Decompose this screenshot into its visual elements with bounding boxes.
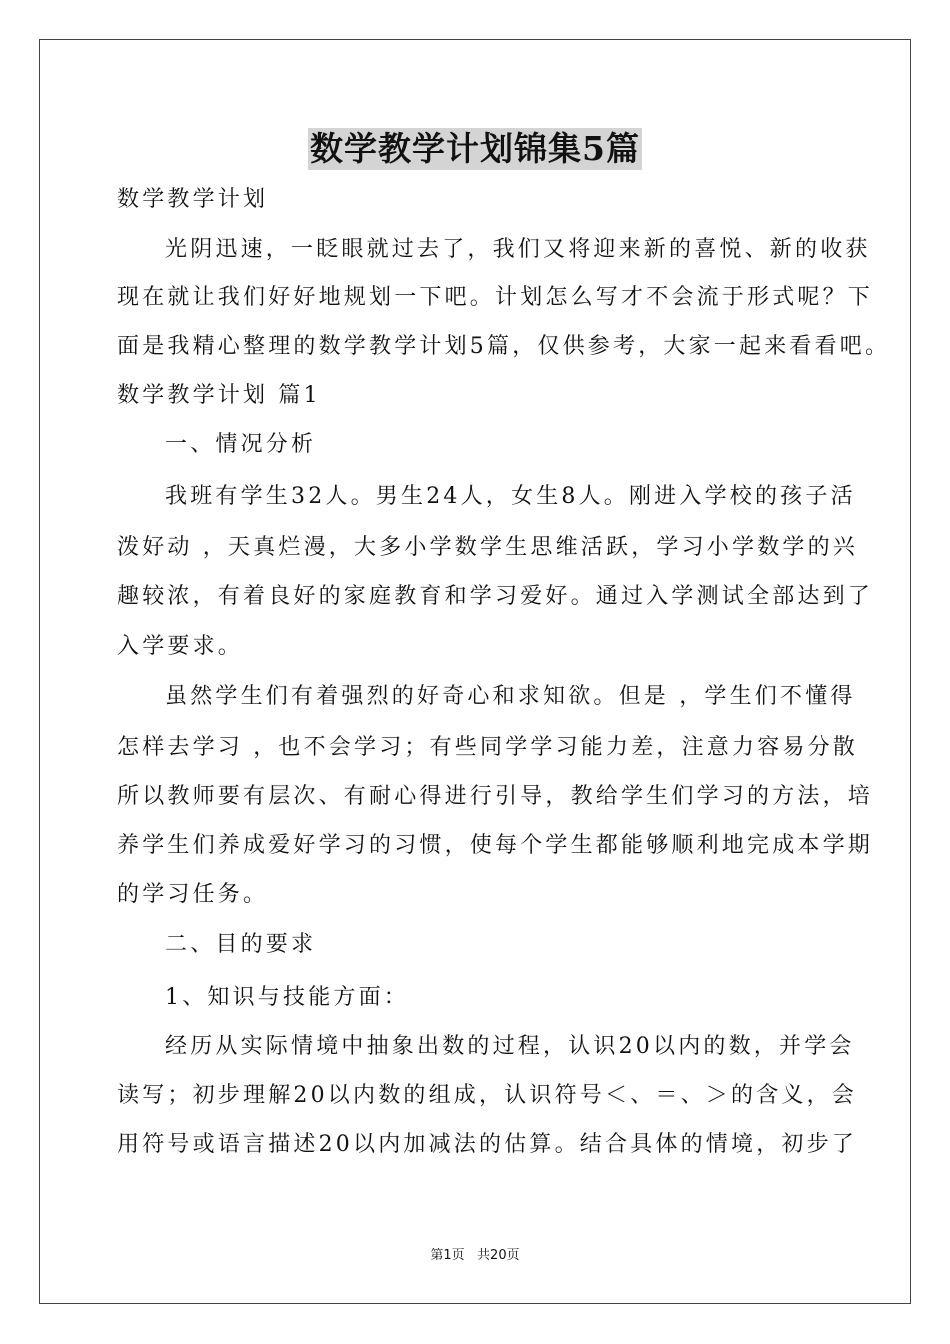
paragraph-line: 入学要求。 bbox=[117, 634, 244, 659]
paragraph-line: 所以教师要有层次、有耐心得进行引导，教给学生们学习的方法，培 bbox=[117, 784, 874, 809]
paragraph-line: 的学习任务。 bbox=[117, 882, 269, 907]
paragraph-line: 面是我精心整理的数学教学计划5篇，仅供参考，大家一起来看看吧。 bbox=[117, 334, 891, 359]
page-border bbox=[39, 39, 911, 1304]
paragraph-line: 读写；初步理解20以内数的组成，认识符号＜、＝、＞的含义，会 bbox=[117, 1083, 857, 1108]
paragraph-line: 用符号或语言描述20以内加减法的估算。结合具体的情境，初步了 bbox=[117, 1132, 857, 1157]
page-footer: 第1页 共20页 bbox=[430, 1248, 520, 1263]
subheading: 二、目的要求 bbox=[165, 932, 317, 957]
section-heading: 数学教学计划 bbox=[117, 187, 269, 212]
subheading: 1、知识与技能方面： bbox=[165, 985, 409, 1010]
paragraph-line: 现在就让我们好好地规划一下吧。计划怎么写才不会流于形式呢？下 bbox=[117, 285, 874, 310]
paragraph-line: 趣较浓，有着良好的家庭教育和学习爱好。通过入学测试全部达到了 bbox=[117, 584, 874, 609]
section-heading: 数学教学计划 篇1 bbox=[117, 383, 321, 408]
paragraph-line: 怎样去学习 ，也不会学习；有些同学学习能力差，注意力容易分散 bbox=[117, 735, 858, 760]
paragraph-line: 经历从实际情境中抽象出数的过程，认识20以内的数，并学会 bbox=[165, 1034, 855, 1059]
paragraph-line: 虽然学生们有着强烈的好奇心和求知欲。但是 ，学生们不懂得 bbox=[165, 684, 856, 709]
paragraph-line: 养学生们养成爱好学习的习惯，使每个学生都能够顺利地完成本学期 bbox=[117, 833, 874, 858]
paragraph-line: 我班有学生32人。男生24人，女生8人。刚进入学校的孩子活 bbox=[165, 484, 856, 509]
title-container bbox=[0, 128, 950, 170]
document-title: 数学教学计划锦集5篇 bbox=[310, 129, 640, 168]
paragraph-line: 泼好动 ，天真烂漫，大多小学数学生思维活跃，学习小学数学的兴 bbox=[117, 535, 858, 560]
paragraph-line: 光阴迅速，一眨眼就过去了，我们又将迎来新的喜悦、新的收获 bbox=[165, 237, 871, 262]
subheading: 一、情况分析 bbox=[165, 432, 317, 457]
